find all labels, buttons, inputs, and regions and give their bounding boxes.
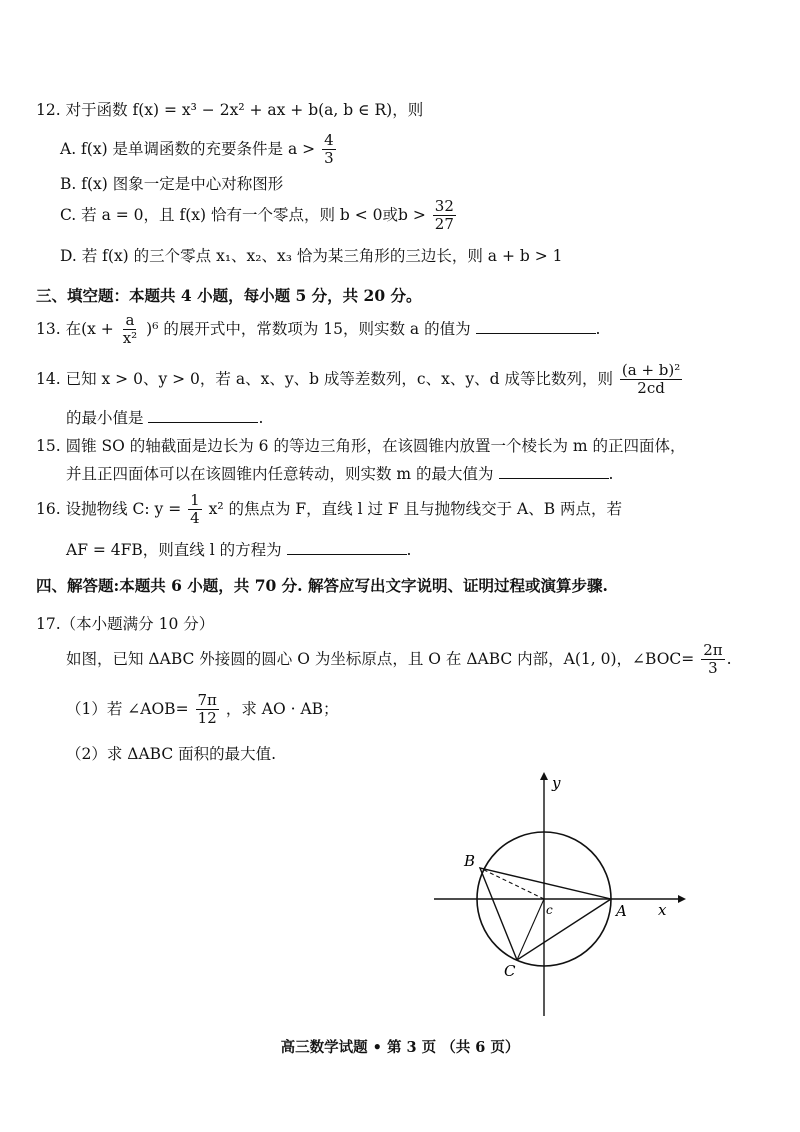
q17-heading: 17.（本小题满分 10 分） [36,615,215,633]
q12-option-c [60,198,458,234]
label-a: A [616,902,627,920]
q17-description [66,642,732,678]
label-b: B [464,852,476,870]
q16-text-pre: 16. 设抛物线 C: y = [36,499,182,518]
q13-end: . [595,319,601,338]
q14-text-pre: 14. 已知 x > 0、y > 0，若 a、x、y、b 成等差数列，c、x、y、d 成等比数列，则 [36,369,613,388]
q14-end: . [258,409,264,427]
page-footer: 高三数学试题 • 第 3 页 （共 6 页） [280,1039,520,1056]
x-axis-arrow [678,895,686,903]
segment-ob [480,868,544,899]
q16-answer-blank[interactable] [287,540,407,555]
q12-option-c-fraction [433,198,456,234]
q17-part-1 [66,692,339,728]
fraction-numerator: 4 [324,131,334,149]
q12-option-b: B. f(x) 图象一定是中心对称图形 [60,175,284,193]
section-3-heading: 三、填空题：本题共 4 小题，每小题 5 分，共 20 分。 [36,286,422,305]
fraction-denominator: 2cd [637,379,665,398]
q16-line2 [66,540,411,560]
q13-text-pre: 13. 在(x + [36,319,114,338]
fraction-denominator: 3 [708,659,718,678]
fraction-numerator: 2π [703,641,723,659]
q16-fraction [188,492,202,528]
q17-part-1-fraction [196,692,219,728]
circle-triangle-figure [420,770,690,1020]
q13 [36,312,600,348]
q15-line2-text: 并且正四面体可以在该圆锥内任意转动，则实数 m 的最大值为 [66,465,494,483]
q14-answer-blank[interactable] [148,408,258,423]
fraction-denominator: 4 [190,509,200,528]
q16-line1 [36,492,622,528]
fraction-denominator: 3 [324,149,334,168]
q17-description-end: . [726,649,732,668]
q12-option-c-text: C. 若 a = 0，且 f(x) 恰有一个零点，则 b < 0或b > [60,205,426,224]
q12-option-d: D. 若 f(x) 的三个零点 x₁、x₂、x₃ 恰为某三角形的三边长，则 a + b > 1 [60,247,563,265]
q16-line2-text: AF = 4FB，则直线 l 的方程为 [66,541,282,559]
q13-answer-blank[interactable] [476,319,596,334]
q12-option-a [60,132,338,168]
fraction-numerator: a [125,311,135,329]
q17-part-1-text-post: ，求 AO · AB； [225,699,339,718]
label-origin: c [546,903,553,917]
q15-line1: 15. 圆锥 SO 的轴截面是边长为 6 的等边三角形，在该圆锥内放置一个棱长为 m 的正四面体， [36,437,686,455]
y-axis-arrow [540,772,548,780]
q17-part-2: （2）求 ΔABC 面积的最大值. [66,745,277,763]
label-x: x [658,901,667,919]
label-c: C [504,962,516,980]
fraction-denominator: 27 [434,215,454,234]
fraction-numerator: 1 [190,491,200,509]
q15-end: . [608,465,614,483]
q17-description-text: 如图，已知 ΔABC 外接圆的圆心 O 为坐标原点，且 O 在 ΔABC 内部，A(1, 0)，∠BOC= [66,649,695,668]
section-4-heading: 四、解答题:本题共 6 小题，共 70 分. 解答应写出文字说明、证明过程或演算步骤. [36,576,608,595]
fraction-numerator: 7π [197,691,217,709]
q17-description-fraction [701,642,724,678]
q14-line2 [66,408,263,428]
fraction-denominator: 12 [197,709,217,728]
q14-fraction [620,362,682,398]
q13-text-post: )⁶ 的展开式中，常数项为 15，则实数 a 的值为 [146,319,471,338]
q12-stem: 12. 对于函数 f(x) = x³ − 2x² + ax + b(a, b ∈ R)，则 [36,101,424,119]
q16-text-post: x² 的焦点为 F，直线 l 过 F 且与抛物线交于 A、B 两点，若 [208,499,623,518]
fraction-numerator: 32 [434,197,454,215]
q14-line1 [36,362,684,398]
q12-option-a-text: A. f(x) 是单调函数的充要条件是 a > [60,139,316,158]
fraction-denominator: x² [122,329,138,348]
fraction-numerator: (a + b)² [621,361,681,379]
q14-line2-text: 的最小值是 [66,409,144,427]
label-y: y [552,774,561,792]
q15-line2 [66,464,613,484]
q16-end: . [406,541,412,559]
q15-answer-blank[interactable] [499,464,609,479]
q17-part-1-text-pre: （1）若 ∠AOB= [66,699,189,718]
q13-fraction [121,312,139,348]
q12-option-a-fraction [322,132,336,168]
